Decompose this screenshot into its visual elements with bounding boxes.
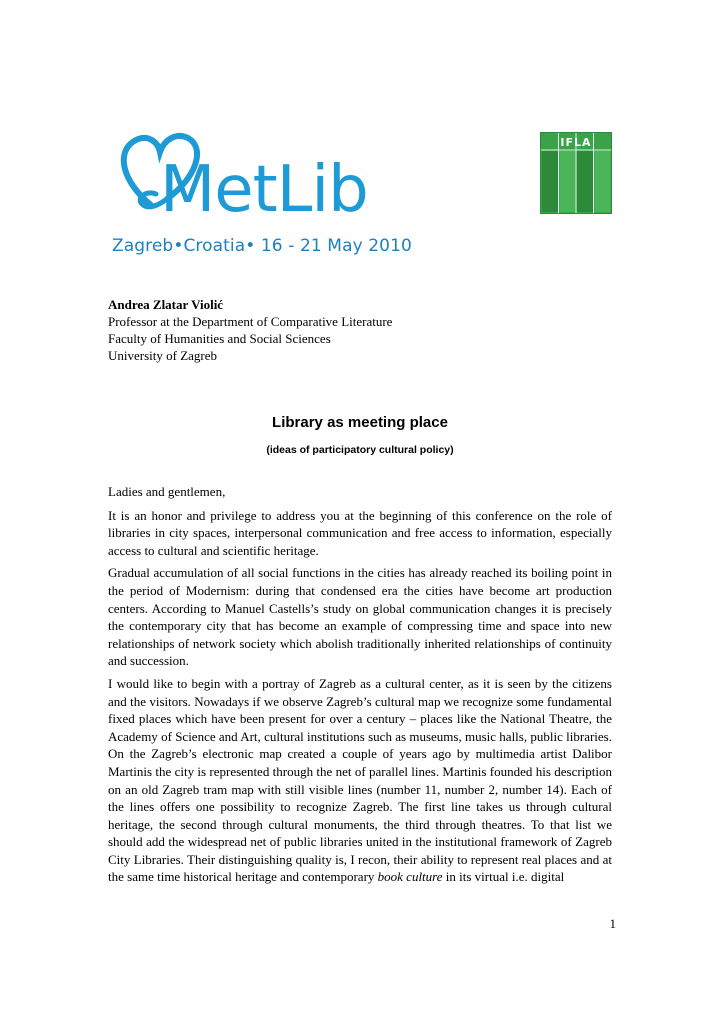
author-faculty: Faculty of Humanities and Social Sciences: [108, 331, 331, 346]
paragraph-3: [108, 675, 612, 886]
paragraph-3-main: I would like to begin with a portray of Zagreb as a cultural center, as it is seen by the citizens and the visitors. Nowadays if we observe Zagreb’s cultural map we recognize some fundamental fixed places which have been present for over a century – places like the National Theatre, the Academy of Science and Art, cultural institutions such as museums, music halls, public libraries. On the Zagreb’s electronic map created a couple of years ago by multimedia artist Dalibor Martinis the city is represented through the net of parallel lines. Martinis founded his description on an old Zagreb tram map with still visible lines (number 11, number 2, number 14). Each of the lines offers one possibility to recognize Zagreb. The first line takes us through cultural heritage, the second through cultural monuments, the third through theatres. To that list we should add the widespread net of public libraries united in the institutional framework of Zagreb City Libraries. Their distinguishing quality is, I recon, their ability to represent real places and at the same time historical heritage and contemporary: [108, 675, 612, 885]
metlib-wordmark: MetLib: [160, 153, 368, 227]
paragraph-3-italic: book culture: [377, 869, 443, 885]
body-text: [108, 483, 612, 891]
paragraph-1: It is an honor and privilege to address you at the beginning of this conference on the role of libraries in city spaces, interpersonal communication and free access to information, especially access to cultural and scientific heritage.: [108, 507, 612, 558]
author-university: University of Zagreb: [108, 348, 218, 363]
ifla-logo: [540, 132, 612, 214]
metlib-tagline: Zagreb•Croatia• 16 - 21 May 2010: [112, 236, 412, 256]
greeting-paragraph: Ladies and gentlemen,: [108, 484, 226, 499]
author-name: Andrea Zlatar Violić: [108, 297, 224, 312]
paragraph-3-end: in its virtual i.e. digital: [442, 869, 565, 885]
author-block: [108, 296, 392, 364]
document-subtitle: (ideas of participatory cultural policy): [266, 444, 454, 456]
ifla-text: IFLA: [560, 136, 592, 149]
document-title: Library as meeting place: [272, 414, 448, 431]
author-position: Professor at the Department of Comparative Literature: [108, 314, 393, 329]
page-number: 1: [609, 916, 616, 931]
paragraph-2: Gradual accumulation of all social functions in the cities has already reached its boiling point in the period of Modernism: during that condensed era the cities have become art production centers. According to Manuel Castells’s study on global communication changes it is precisely the contemporary city that has become an example of compressing time and space into new relationships of network society which abolish traditionally inherited relationships of continuity and succession.: [108, 565, 612, 669]
metlib-logo: [112, 128, 412, 260]
